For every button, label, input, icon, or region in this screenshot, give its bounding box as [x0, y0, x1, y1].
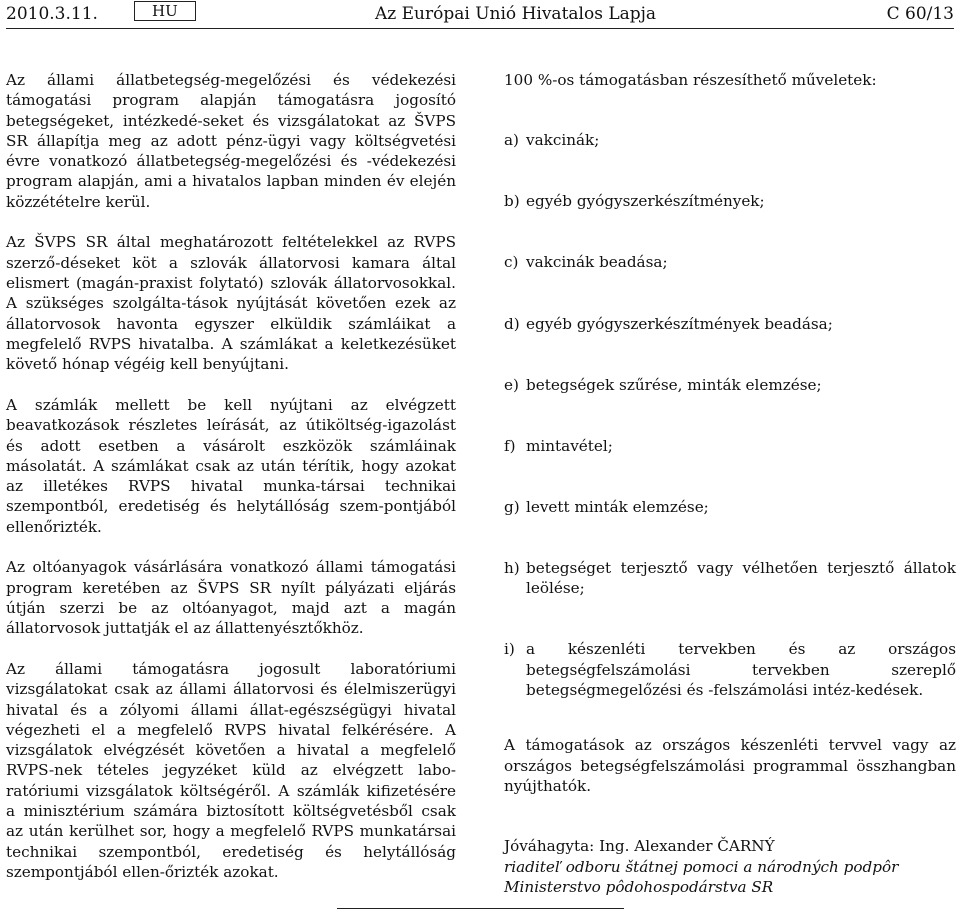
- left-column: [6, 70, 456, 882]
- list-item-label: e): [504, 375, 519, 394]
- list-item-label: h): [504, 558, 520, 577]
- list-item: [504, 639, 956, 700]
- right-column: [504, 70, 956, 897]
- list-item: [504, 252, 956, 272]
- language-badge: HU: [134, 1, 196, 21]
- paragraph: Az állami támogatásra jogosult laboratóriumi vizsgálatokat csak az állami állatorvosi és élelmiszerügyi hivatal és a zólyomi állami állat-egészségügyi hivatal végezheti el a megfelelő RVPS hivatal felkérésére. A vizsgálatok elvégzését követően a hivatal a megfelelő RVPS-nek tételes jegyzéket küld az elvégzett labo-ratóriumi vizsgálatok költségéről. A számlák kifizetésére a minisztérium számára biztosított költségvetésből csak az után kerülhet sor, hogy a megfelelő RVPS munkatársai technikai szempontból, eredetiség és helytállóság szempontjából ellen-őrizték azokat.: [6, 659, 456, 881]
- list-item-text: betegségek szűrése, minták elemzése;: [526, 375, 822, 394]
- page-number: C 60/13: [886, 4, 954, 24]
- list-item-text: betegséget terjesztő vagy vélhetően terjesztő állatok leölése;: [526, 558, 956, 598]
- approval-line: Jóváhagyta: Ing. Alexander ČARNÝ: [504, 837, 775, 856]
- signatory-role: riaditeľ odboru štátnej pomoci a národných podpôr: [504, 857, 899, 876]
- list-item-label: d): [504, 314, 520, 333]
- list-item-label: c): [504, 253, 519, 272]
- list-item-text: levett minták elemzése;: [526, 497, 709, 516]
- closing-paragraph: A támogatások az országos készenléti tervvel vagy az országos betegségfelszámolási programmal összhangban nyújthatók.: [504, 736, 956, 795]
- list-item: [504, 436, 956, 456]
- list-item-label: g): [504, 497, 520, 516]
- list-item-label: i): [504, 640, 515, 659]
- list-intro: 100 %-os támogatásban részesíthető műveletek:: [504, 71, 877, 89]
- signature-block: [504, 836, 956, 897]
- list-item-text: egyéb gyógyszerkészítmények beadása;: [526, 314, 833, 333]
- signatory-ministry: Ministerstvo pôdohospodárstva SR: [504, 878, 774, 897]
- publication-date: 2010.3.11.: [6, 4, 98, 24]
- list-item: [504, 497, 956, 517]
- list-item-label: f): [504, 436, 516, 455]
- list-item: [504, 314, 956, 334]
- paragraph: A számlák mellett be kell nyújtani az elvégzett beavatkozások részletes leírását, az útiköltség-igazolást és adott esetben a vásárolt eszközök számláinak másolatát. A számlákat csak az után térítik, hogy azokat az illetékes RVPS hivatal munka-társai technikai szempontból, eredetiség és helytállóság szem-pontjából ellenőrizték.: [6, 395, 456, 536]
- list-item-text: egyéb gyógyszerkészítmények;: [526, 192, 765, 211]
- list-item-text: vakcinák beadása;: [526, 253, 668, 272]
- footer-rule: [337, 908, 624, 909]
- list-item-label: b): [504, 192, 520, 211]
- list-item: [504, 375, 956, 395]
- list-item-label: a): [504, 131, 519, 150]
- page-header: [6, 0, 954, 29]
- list-item-text: vakcinák;: [526, 131, 600, 150]
- paragraph: Az oltóanyagok vásárlására vonatkozó állami támogatási program keretében az ŠVPS SR nyílt pályázati eljárás útján szerzi be az oltóanyagot, majd azt a magán állatorvosok juttatják el az állattenyésztőkhöz.: [6, 558, 456, 638]
- paragraph: Az állami állatbetegség-megelőzési és védekezési támogatási program alapján támogatásra jogosító betegségeket, intézkedé-seket és vizsgálatokat az ŠVPS SR állapítja meg az adott pénz-ügyi vagy költségvetési évre vonatkozó állatbetegség-megelőzési és -védekezési program alapján, ami a hivatalos lapban minden év elején közzétételre kerül.: [6, 71, 456, 211]
- journal-title: Az Európai Unió Hivatalos Lapja: [375, 4, 657, 24]
- list-item: [504, 130, 956, 150]
- list-item: [504, 191, 956, 211]
- paragraph: Az ŠVPS SR által meghatározott feltételekkel az RVPS szerző-déseket köt a szlovák állatorvosi kamara által elismert (magán-praxist folytató) szlovák állatorvosokkal. A szükséges szolgálta-tások nyújtását követően ezek az állatorvosok havonta egyszer elküldik számláikat a megfelelő RVPS hivatalba. A számlákat a keletkezésüket követő hónap végéig kell benyújtani.: [6, 233, 456, 374]
- list-item: [504, 558, 956, 599]
- list-item-text: a készenléti tervekben és az országos betegségfelszámolási tervekben szereplő betegségmegelőzési és -felszámolási intéz-kedések.: [526, 640, 956, 699]
- list-item-text: mintavétel;: [526, 436, 613, 455]
